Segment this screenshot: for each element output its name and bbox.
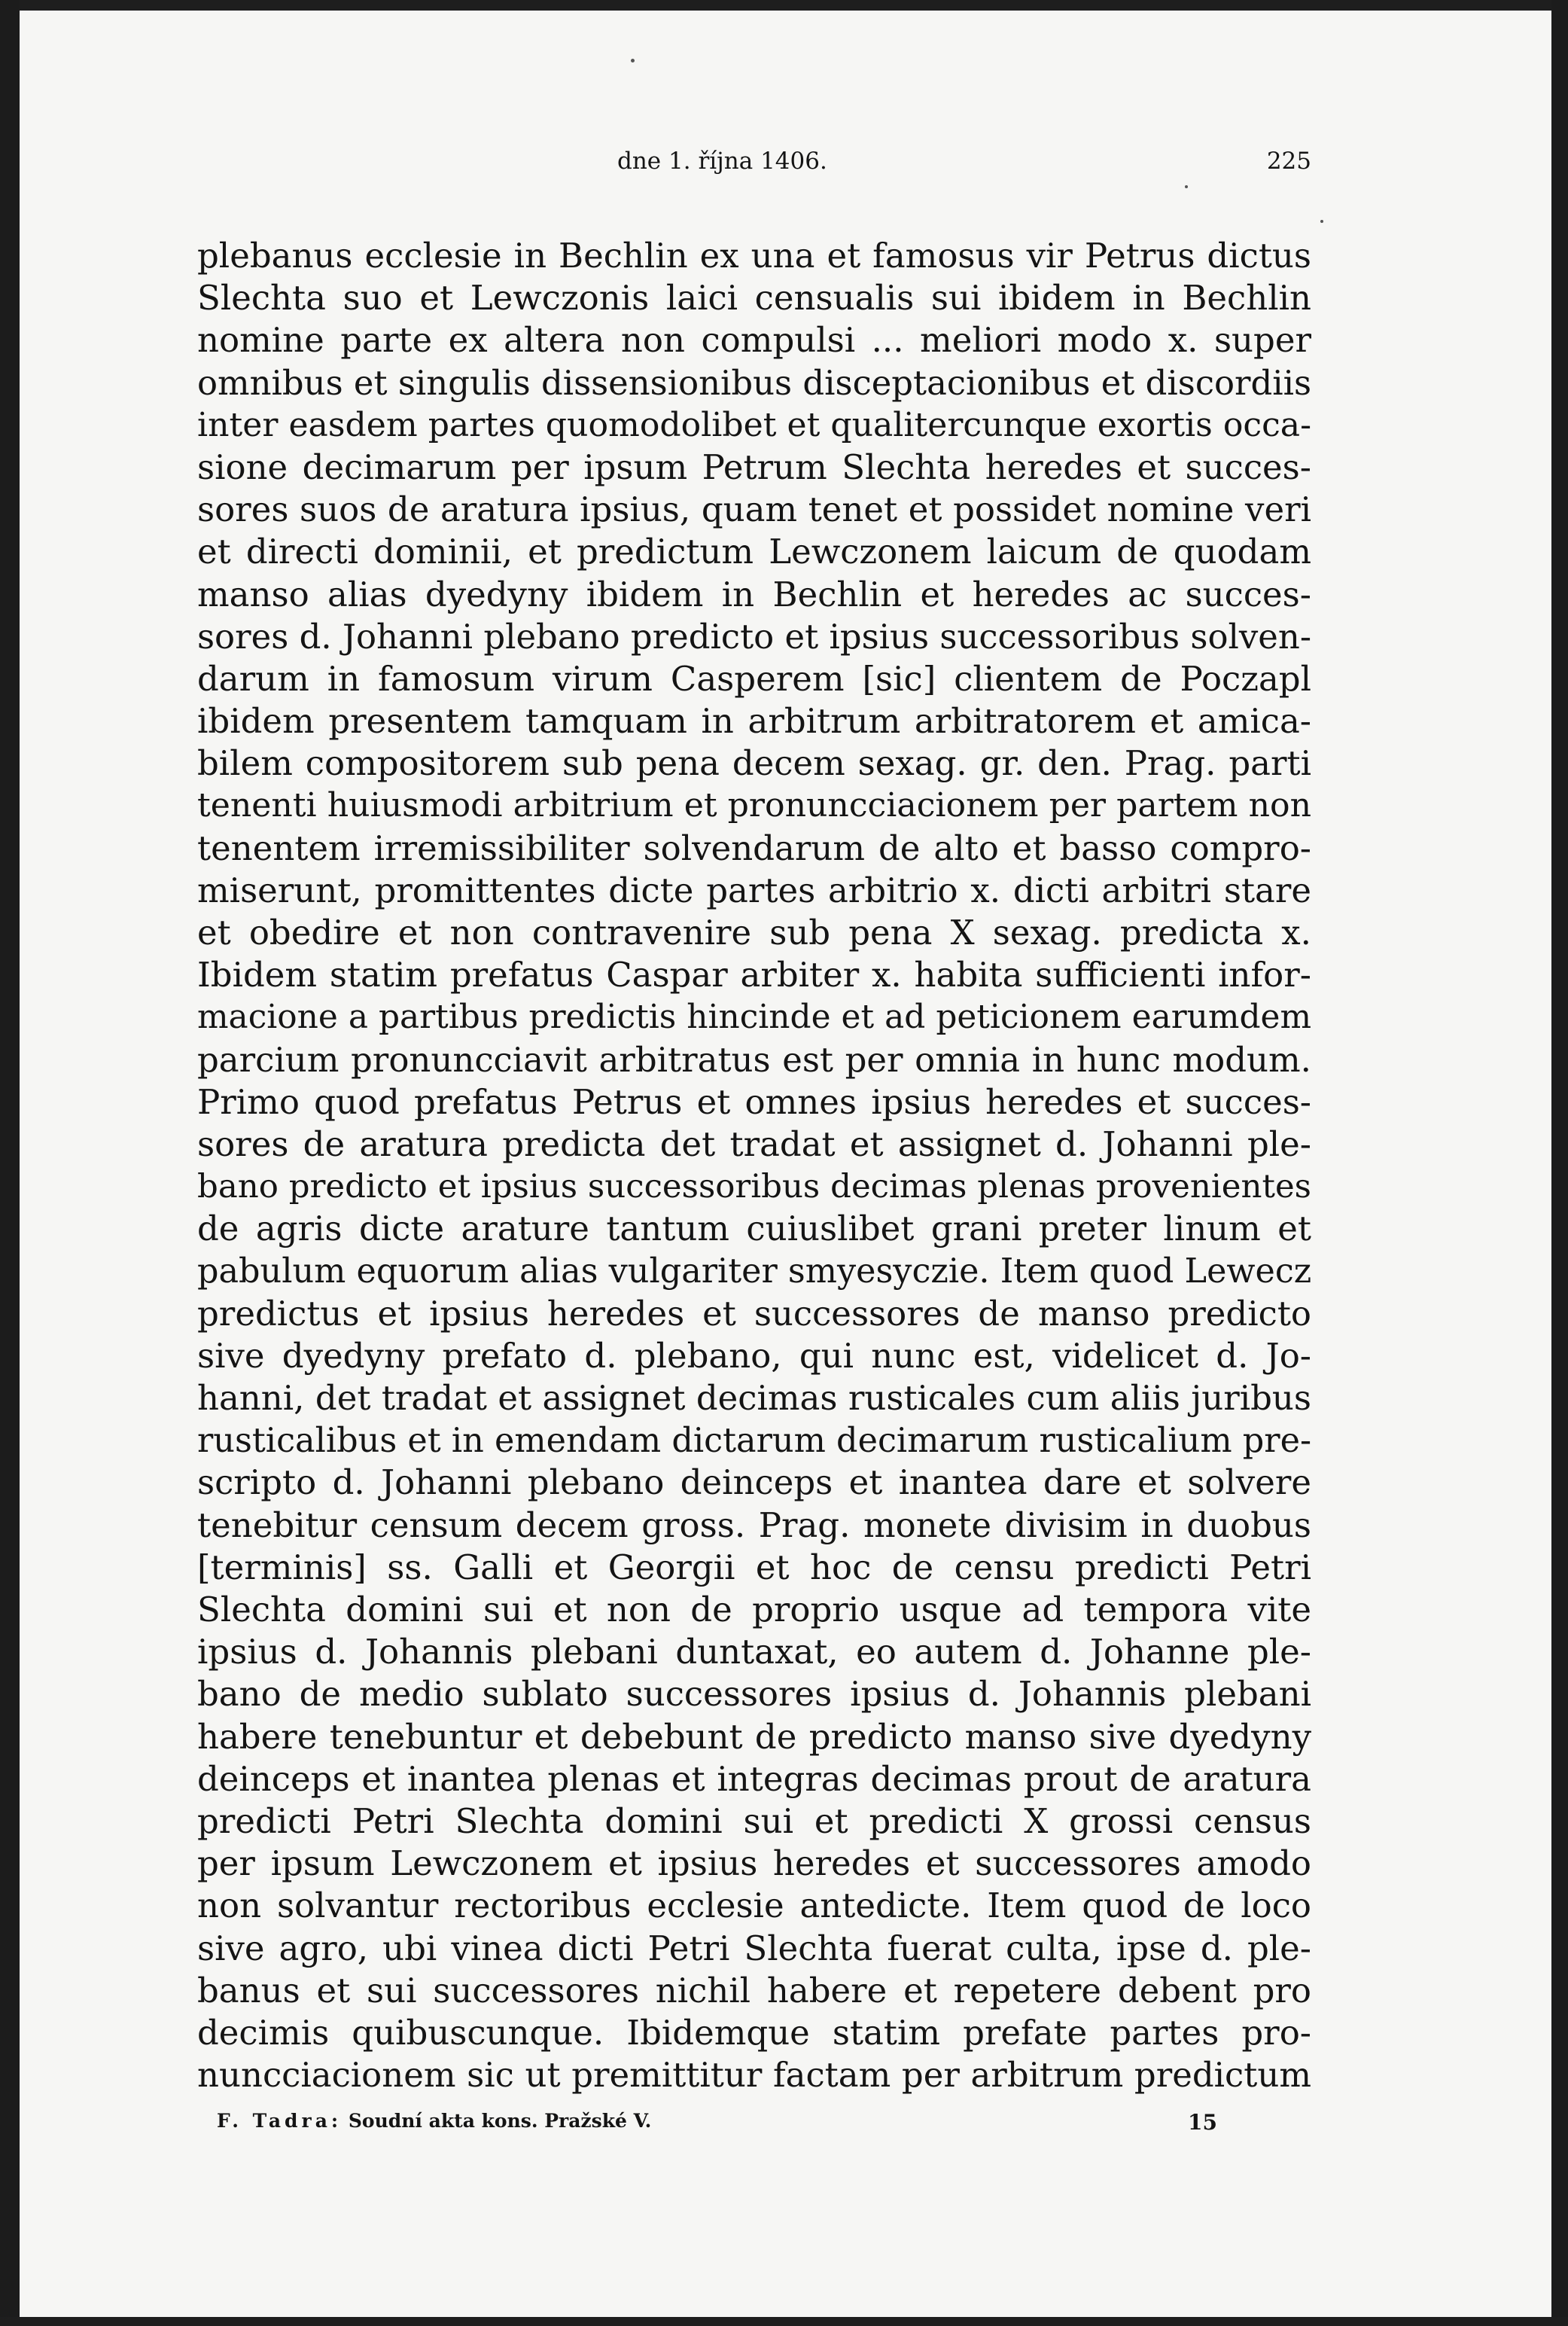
text-line: manso alias dyedyny ibidem in Bechlin et heredes ac succes- <box>197 574 1311 614</box>
text-line: sores de aratura predicta det tradat et assignet d. Johanni ple- <box>197 1123 1311 1164</box>
text-line: [terminis] ss. Galli et Georgii et hoc de censu predicti Petri <box>197 1547 1311 1587</box>
scan-edge-left <box>0 0 20 2326</box>
text-line: plebanus ecclesie in Bechlin ex una et famosus vir Petrus dictus <box>197 236 1311 276</box>
signature-author: F. Tadra: <box>217 2110 343 2132</box>
text-line: Slechta suo et Lewczonis laici censualis sui ibidem in Bechlin <box>197 278 1311 319</box>
text-line: Slechta domini sui et non de proprio usque ad tempora vite <box>197 1590 1311 1629</box>
dust-speck <box>1320 220 1323 223</box>
text-line: non solvantur rectoribus ecclesie antedicte. Item quod de loco <box>197 1885 1311 1926</box>
text-line: Primo quod prefatus Petrus et omnes ipsius heredes et succes- <box>197 1081 1311 1122</box>
gathering-number: 15 <box>1188 2110 1217 2135</box>
text-line: sione decimarum per ipsum Petrum Slechta heredes et succes- <box>197 447 1311 487</box>
text-line: predicti Petri Slechta domini sui et predicti X grossi census <box>197 1800 1311 1841</box>
text-line: parcium pronuncciavit arbitratus est per omnia in hunc modum. <box>197 1039 1311 1080</box>
dust-speck <box>631 59 635 62</box>
running-head <box>197 143 1311 188</box>
page-number: 225 <box>1266 148 1311 175</box>
text-line: pabulum equorum alias vulgariter smyesyczie. Item quod Lewecz <box>197 1251 1312 1291</box>
body-text <box>197 235 1311 2096</box>
printer-signature <box>217 2110 651 2132</box>
text-line: bano de medio sublato successores ipsius d. Johannis plebani <box>197 1674 1311 1715</box>
text-line: deinceps et inantea plenas et integras decimas prout de aratura <box>197 1758 1311 1799</box>
text-line: banus et sui successores nichil habere et repetere debent pro <box>197 1970 1311 2010</box>
text-line: et obedire et non contravenire sub pena X sexag. predicta x. <box>197 913 1311 953</box>
scan-edge-right <box>1551 0 1568 2326</box>
text-line: ibidem presentem tamquam in arbitrum arbitratorem et amica- <box>197 701 1311 742</box>
text-line: bano predicto et ipsius successoribus decimas plenas provenientes <box>197 1168 1311 1206</box>
text-line: decimis quibuscunque. Ibidemque statim prefate partes pro- <box>197 2012 1311 2053</box>
text-line: sive dyedyny prefato d. plebano, qui nunc est, videlicet d. Jo- <box>197 1335 1311 1376</box>
text-line: scripto d. Johanni plebano deinceps et inantea dare et solvere <box>197 1462 1311 1503</box>
text-line: darum in famosum virum Casperem [sic] clientem de Poczapl <box>197 658 1311 699</box>
text-line: inter easdem partes quomodolibet et qualitercunque exortis occa- <box>197 405 1311 444</box>
text-line: nomine parte ex altera non compulsi ... meliori modo x. super <box>197 320 1311 361</box>
text-line: miserunt, promittentes dicte partes arbitrio x. dicti arbitri stare <box>197 870 1311 910</box>
text-line: sores d. Johanni plebano predicto et ipsius successoribus solven- <box>197 616 1311 657</box>
text-line: omnibus et singulis dissensionibus disceptacionibus et discordiis <box>197 362 1311 403</box>
text-line: ipsius d. Johannis plebani duntaxat, eo autem d. Johanne ple- <box>197 1632 1311 1672</box>
signature-book-title: Soudní akta kons. Pražské V. <box>348 2110 652 2132</box>
text-line: rusticalibus et in emendam dictarum decimarum rusticalium pre- <box>197 1421 1312 1461</box>
document-page <box>197 143 1311 2137</box>
running-title: dne 1. října 1406. <box>617 148 827 175</box>
text-line: tenebitur censum decem gross. Prag. monete divisim in duobus <box>197 1504 1311 1545</box>
text-line: predictus et ipsius heredes et successores de manso predicto <box>197 1293 1311 1334</box>
text-line: nuncciacionem sic ut premittitur factam per arbitrum predictum <box>197 2055 1311 2096</box>
text-line: hanni, det tradat et assignet decimas rusticales cum aliis juribus <box>197 1378 1311 1419</box>
text-line: et directi dominii, et predictum Lewczonem laicum de quodam <box>197 532 1311 572</box>
text-line: per ipsum Lewczonem et ipsius heredes et successores amodo <box>197 1843 1311 1884</box>
text-line: habere tenebuntur et debebunt de predicto manso sive dyedyny <box>197 1716 1311 1757</box>
scan-edge-bottom <box>0 2317 1568 2326</box>
text-line: bilem compositorem sub pena decem sexag. gr. den. Prag. parti <box>197 743 1311 784</box>
text-line: macione a partibus predictis hincinde et ad peticionem earumdem <box>197 998 1311 1037</box>
text-line: de agris dicte arature tantum cuiuslibet grani preter linum et <box>197 1209 1311 1249</box>
scan-edge-top <box>0 0 1568 11</box>
text-line: tenentem irremissibiliter solvendarum de alto et basso compro- <box>197 828 1311 868</box>
signature-footer <box>197 2107 1311 2137</box>
text-line: sores suos de aratura ipsius, quam tenet et possidet nomine veri <box>197 489 1311 530</box>
text-line: sive agro, ubi vinea dicti Petri Slechta fuerat culta, ipse d. ple- <box>197 1928 1311 1968</box>
text-line: tenenti huiusmodi arbitrium et pronuncciacionem per partem non <box>197 786 1311 825</box>
text-line: Ibidem statim prefatus Caspar arbiter x. habita sufficienti infor- <box>197 955 1311 995</box>
